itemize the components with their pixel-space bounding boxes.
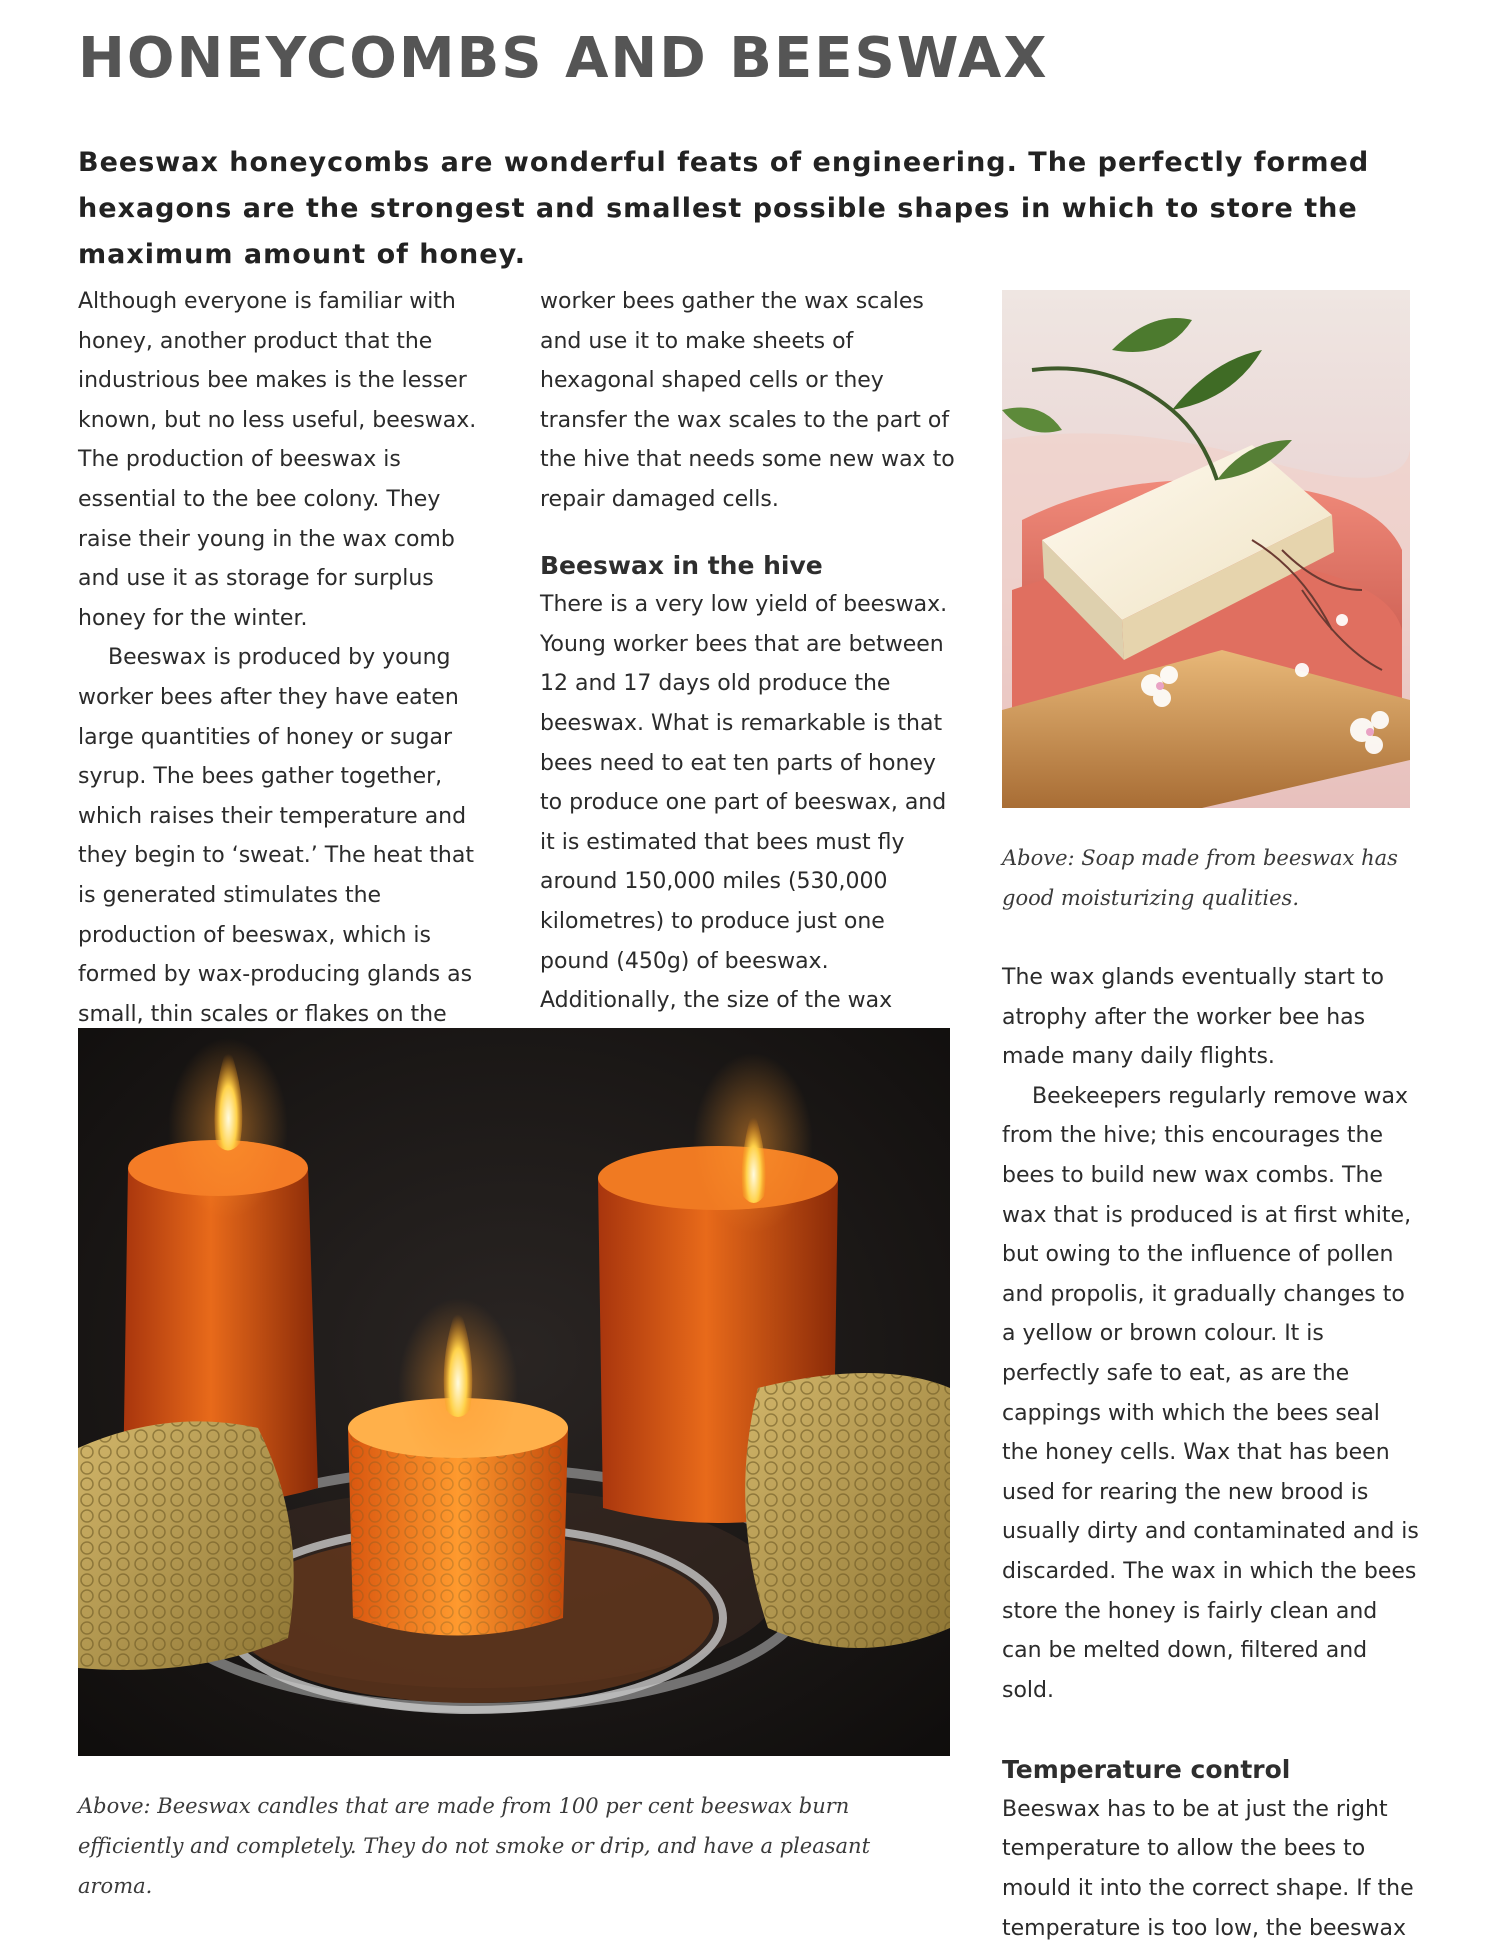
column-3 xyxy=(1002,958,1422,1948)
column-3-paragraph-2: Beekeepers regularly remove wax from the hive; this encourages the bees to build new wax combs. The wax that is produced is at first white, but owing to the influence of pollen and propolis, it gradually changes to a yellow or brown colour. It is perfectly safe to eat, as are the cappings with which the bees seal the honey cells. Wax that has been used for rearing the new brood is usually dirty and contaminated and is discarded. The wax in which the bees store the honey is fairly clean and can be melted down, filtered and sold. xyxy=(1002,1083,1419,1703)
heading-beeswax-in-the-hive: Beeswax in the hive xyxy=(540,550,823,580)
column-3-paragraph-3: Beeswax has to be at just the right temperature to allow the bees to mould it into the correct shape. If the temperature is too low, the beeswax xyxy=(1002,1796,1414,1941)
column-1-paragraph-1: Although everyone is familiar with honey, another product that the industrious bee makes is the lesser known, but no less useful, beeswax. The production of beeswax is essential to the bee colony. They raise their young in the wax comb and use it as storage for surplus honey for the winter. xyxy=(78,289,477,631)
candles-illustration xyxy=(78,1028,950,1756)
column-2-paragraph-1: worker bees gather the wax scales and use it to make sheets of hexagonal shaped cells or they transfer the wax scales to the part of the hive that needs some new wax to repair damaged cells. xyxy=(540,289,955,512)
column-2-paragraph-2: There is a very low yield of beeswax. Young worker bees that are between 12 and 17 days old produce the beeswax. What is remarkable is that bees need to eat ten parts of honey to produce one part of beeswax, and it is estimated that bees must fly around 150,000 miles (530,000 kilometres) to produce just one pound (450g) of beeswax. Additionally, the size of the wax xyxy=(540,592,948,1014)
page-title: HONEYCOMBS AND BEESWAX xyxy=(78,26,1049,91)
column-1 xyxy=(78,282,498,1113)
column-1-paragraph-2: Beeswax is produced by young worker bees after they have eaten large quantities of honey or sugar syrup. The bees gather together, which raises their temperature and they begin to ‘sweat.’ The heat that is generated stimulates the production of beeswax, which is formed by wax-producing glands as small, thin scales or flakes on the xyxy=(78,645,474,1027)
column-3-paragraph-1: The wax glands eventually start to atrophy after the worker bee has made many daily flights. xyxy=(1002,965,1384,1070)
heading-temperature-control: Temperature control xyxy=(1002,1755,1291,1785)
intro-paragraph: Beeswax honeycombs are wonderful feats of engineering. The perfectly formed hexagons are the strongest and smallest possible shapes in which to store the maximum amount of honey. xyxy=(78,147,1370,270)
soap-illustration xyxy=(1002,290,1410,808)
column-2 xyxy=(540,282,960,1100)
soap-photo xyxy=(1002,290,1410,808)
candles-photo xyxy=(78,1028,950,1756)
soap-caption: Above: Soap made from beeswax has good moisturizing qualities. xyxy=(1002,846,1398,910)
candles-caption: Above: Beeswax candles that are made from 100 per cent beeswax burn efficiently and completely. They do not smoke or drip, and have a pleasant aroma. xyxy=(78,1794,871,1898)
